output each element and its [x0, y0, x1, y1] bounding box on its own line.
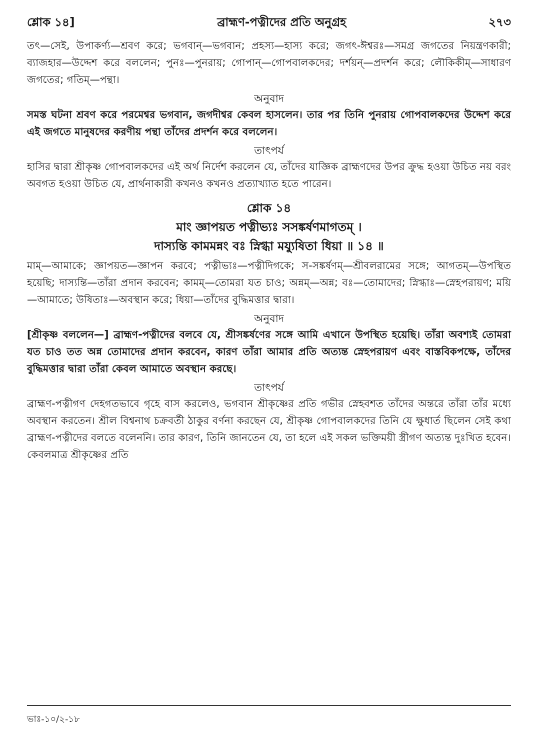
header-verse-ref: শ্লোক ১৪] — [27, 15, 75, 29]
sloka-title: শ্লোক ১৪ — [246, 201, 292, 215]
synonyms-paragraph: তৎ—সেই, উপাকর্ণ্য—শ্রবণ করে; ভগবান্—ভগবান; প্রহস্য—হাস্য করে; জগৎ-ঈশ্বরঃ—সমগ্র জগতের নিয়ন্ত্রণকারী; ব্যাজহার—উদ্দেশ করে বললেন; পুনঃ—পুনরায়; গোপান্—গোপবালকদের; দর্শয়ন্—প্রদর্শন করে; লৌকিকীম্—সাধারণ জগতের; গতিম্—পন্থা। — [27, 41, 511, 86]
purport-heading: তাৎপর্য — [254, 382, 284, 394]
footer-rule — [27, 705, 511, 706]
synonyms-paragraph: মাম্—আমাকে; জ্ঞাপয়ত—জ্ঞাপন করবে; পত্নীভ্যঃ—পত্নীদিগকে; স-সঙ্কর্ষণম্—শ্রীবলরামের সঙ্গে; আগতম্—উপস্থিত হয়েছি; দাস্যন্তি—তাঁরা প্রদান করবেন; কামম্—তোমরা যত চাও; অন্নম্—অন্ন; বঃ—তোমাদের; স্নিগ্ধাঃ—স্নেহপরায়ণ; ময়ি—আমাতে; উষিতাঃ—অবস্থান করে; ধিয়া—তাঁদের বুদ্ধিমত্তার দ্বারা। — [27, 261, 511, 306]
translation-heading: অনুবাদ — [254, 93, 284, 105]
header-chapter-title: ব্রাহ্মণ-পত্নীদের প্রতি অনুগ্রহ — [217, 15, 347, 29]
book-page — [27, 14, 511, 464]
purport-paragraph: ব্রাহ্মণ-পত্নীগণ দেহগতভাবে গৃহে বাস করলেও, ভগবান শ্রীকৃষ্ণের প্রতি গভীর স্নেহবশত তাঁদের অন্তরে তাঁরা তাঁর মধ্যে অবস্থান করতেন। শ্রীল বিশ্বনাথ চক্রবর্তী ঠাকুর বর্ণনা করছেন যে, শ্রীকৃষ্ণ গোপবালকদের তিনি যে ক্ষুধার্ত ছিলেন সেই কথা ব্রাহ্মণ-পত্নীদের বলতে বলেননি। তার কারণ, তিনি জানতেন যে, তা হলে এই সকল ভক্তিময়ী স্ত্রীগণ অত্যন্ত দুঃখিত হবেন। কেবলমাত্র শ্রীকৃষ্ণের প্রতি — [27, 399, 511, 461]
translation-paragraph: সমস্ত ঘটনা শ্রবণ করে পরমেশ্বর ভগবান, জগদীশ্বর কেবল হাসলেন। তার পর তিনি পুনরায় গোপবালকদের উদ্দেশ করে এই জগতে মানুষদের করণীয় পন্থা তাঁদের প্রদর্শন করে বললেন। — [27, 110, 511, 138]
running-header — [27, 14, 511, 34]
purport-paragraph: হাসির দ্বারা শ্রীকৃষ্ণ গোপবালকদের এই অর্থ নির্দেশ করলেন যে, তাঁদের যাজ্ঞিক ব্রাহ্মণদের উপর ক্রুদ্ধ হওয়া উচিত নয় বরং অবগত হওয়া উচিত যে, প্রার্থনাকারী কখনও কখনও প্রত্যাখ্যাত হতে পারেন। — [27, 162, 511, 190]
sloka-line-2: দাস্যন্তি কামমন্নং বঃ স্নিগ্ধা ময্যুষিতা ধিয়া ॥ ১৪ ॥ — [154, 239, 384, 253]
translation-paragraph: [শ্রীকৃষ্ণ বললেন—] ব্রাহ্মণ-পত্নীদের বলবে যে, শ্রীসঙ্কর্ষণের সঙ্গে আমি এখানে উপস্থিত হয়েছি। তাঁরা অবশ্যই তোমরা যত চাও তত অন্ন তোমাদের প্রদান করবেন, কারণ তাঁরা আমার প্রতি অত্যন্ত স্নেহপরায়ণ এবং বাস্তবিকপক্ষে, তাঁদের বুদ্ধিমত্তার দ্বারা তাঁরা কেবল আমাতে অবস্থান করছে। — [27, 330, 511, 375]
sloka-line-1: মাং জ্ঞাপয়ত পত্নীভ্যঃ সসঙ্কর্ষণমাগতম্ । — [176, 220, 362, 234]
header-page-number: ২৭৩ — [488, 15, 511, 29]
translation-heading: অনুবাদ — [254, 313, 284, 325]
footer-signature: ভাঃ-১০/২-১৮ — [27, 715, 80, 725]
purport-heading: তাৎপর্য — [254, 145, 284, 157]
